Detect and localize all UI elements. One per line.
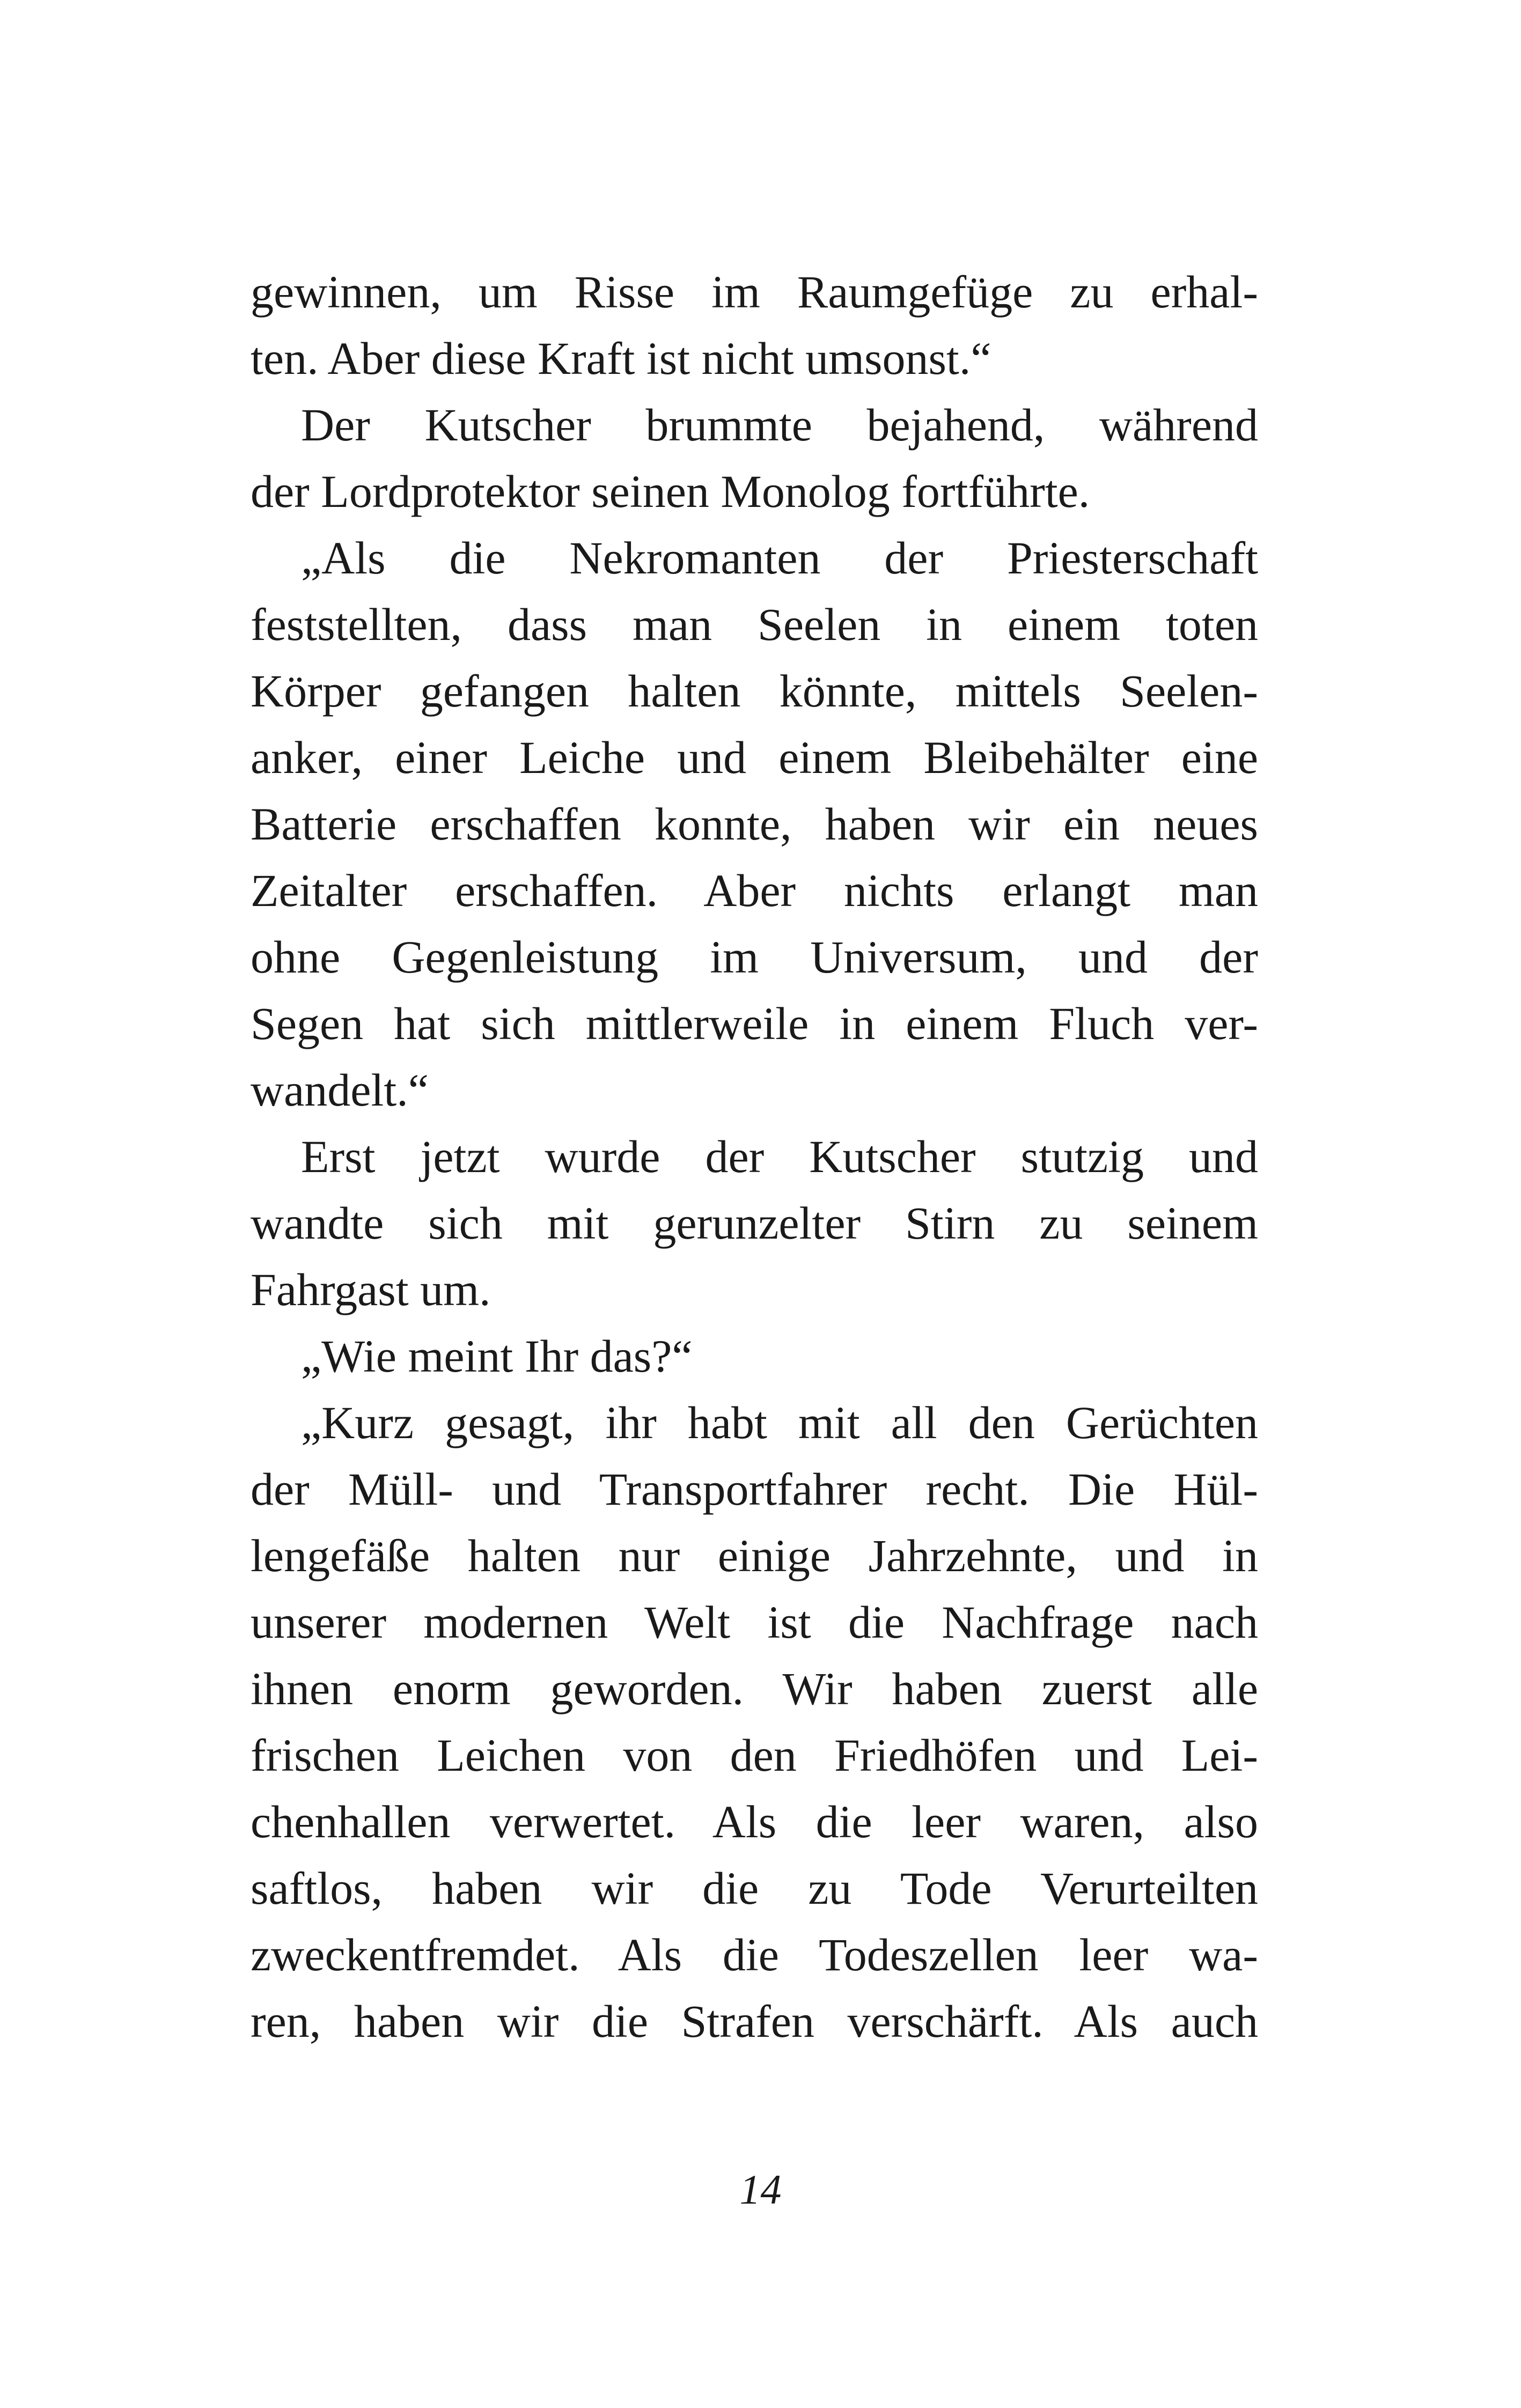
- text-line: chenhallen verwertet. Als die leer waren, also: [251, 1796, 1258, 1847]
- text-line: zweckentfremdet. Als die Todeszellen leer wa-: [251, 1929, 1258, 1980]
- text-line: saftlos, haben wir die zu Tode Verurteilten: [251, 1862, 1258, 1914]
- paragraph-first-line: Erst jetzt wurde der Kutscher stutzig und: [301, 1131, 1258, 1182]
- text-line: wandelt.“: [251, 1064, 429, 1116]
- text-line: ihnen enorm geworden. Wir haben zuerst alle: [251, 1663, 1258, 1714]
- text-line: der Lordprotektor seinen Monolog fortführte.: [251, 466, 1090, 517]
- page-number: 14: [739, 2166, 782, 2213]
- text-line: frischen Leichen von den Friedhöfen und Lei-: [251, 1729, 1258, 1781]
- paragraph-first-line: „Wie meint Ihr das?“: [301, 1330, 693, 1382]
- paragraph-first-line: „Als die Nekromanten der Priesterschaft: [301, 532, 1258, 584]
- body-text: [251, 259, 1258, 2054]
- paragraph-first-line: Der Kutscher brummte bejahend, während: [301, 399, 1258, 451]
- text-line: gewinnen, um Risse im Raumgefüge zu erhal-: [251, 266, 1258, 318]
- text-line: Batterie erschaffen konnte, haben wir ein neues: [251, 798, 1258, 850]
- text-line: unserer modernen Welt ist die Nachfrage nach: [251, 1596, 1258, 1648]
- text-line: feststellten, dass man Seelen in einem toten: [251, 599, 1258, 650]
- text-line: lengefäße halten nur einige Jahrzehnte, und in: [251, 1530, 1258, 1581]
- text-line: wandte sich mit gerunzelter Stirn zu seinem: [251, 1197, 1258, 1249]
- text-line: ren, haben wir die Strafen verschärft. Als auch: [251, 1995, 1258, 2047]
- text-line: Fahrgast um.: [251, 1264, 491, 1315]
- text-line: der Müll- und Transportfahrer recht. Die Hül-: [251, 1463, 1258, 1515]
- text-line: Zeitalter erschaffen. Aber nichts erlangt man: [251, 865, 1258, 916]
- text-line: Körper gefangen halten könnte, mittels Seelen-: [251, 665, 1258, 717]
- text-line: ten. Aber diese Kraft ist nicht umsonst.“: [251, 333, 991, 384]
- paragraph-first-line: „Kurz gesagt, ihr habt mit all den Gerüchten: [301, 1397, 1258, 1448]
- text-line: ohne Gegenleistung im Universum, und der: [251, 931, 1258, 983]
- text-line: anker, einer Leiche und einem Bleibehälter eine: [251, 732, 1258, 783]
- text-line: Segen hat sich mittlerweile in einem Fluch ver-: [251, 998, 1258, 1049]
